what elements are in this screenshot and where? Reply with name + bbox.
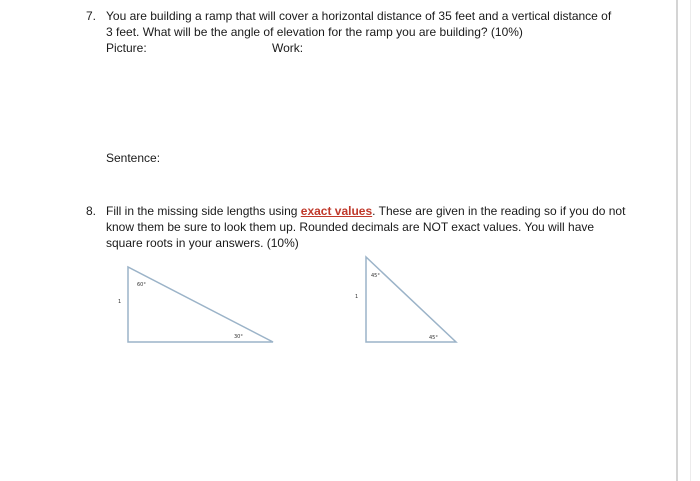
exact-values-emphasis: exact values (300, 204, 373, 218)
triangle-45-45-90-shape (366, 257, 456, 342)
triangle-30-60-90-shape (128, 267, 273, 342)
question-7-number: 7. (86, 9, 97, 23)
question-8-line-1 (106, 203, 625, 219)
question-8-line-1-start: Fill in the missing side lengths using (106, 204, 301, 218)
question-7-line-1: You are building a ramp that will cover a horizontal distance of 35 feet and a vertical distance of (106, 9, 612, 23)
triangle-30-60-90 (115, 262, 275, 352)
side-length-1-label-b: 1 (355, 294, 359, 300)
page-edge-line-light (690, 0, 691, 481)
side-length-1-label: 1 (118, 299, 122, 305)
triangle-45-45-90 (350, 252, 460, 342)
question-7-line-2: 3 feet. What will be the angle of elevation for the ramp you are building? (10%) (106, 25, 523, 39)
question-8-line-3: square roots in your answers. (10%) (106, 236, 299, 250)
question-8-line-1-end: . These are given in the reading so if you do not (372, 204, 626, 218)
question-8-number: 8. (86, 204, 97, 218)
question-8-line-2: know them be sure to look them up. Rounded decimals are NOT exact values. You will have (106, 220, 595, 234)
picture-label: Picture: (106, 41, 147, 55)
angle-45-top-label: 45° (371, 273, 380, 279)
angle-30-label: 30° (234, 334, 243, 340)
angle-60-label: 60° (137, 282, 146, 288)
sentence-label: Sentence: (106, 151, 161, 165)
angle-45-bottom-label: 45° (429, 335, 438, 341)
page-edge-line (676, 0, 678, 481)
work-label: Work: (272, 41, 304, 55)
